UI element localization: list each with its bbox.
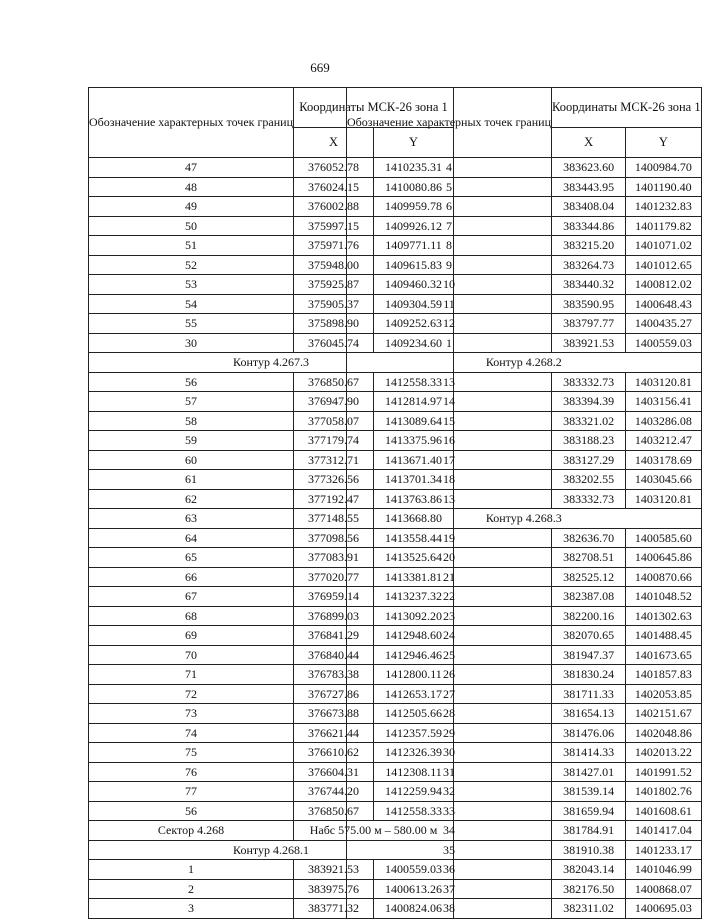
point-id: 6	[347, 197, 552, 217]
table-row	[347, 782, 702, 802]
point-id: 32	[347, 782, 552, 802]
table-row	[347, 177, 702, 197]
coord-x: 383921.53	[294, 860, 374, 880]
coord-y: 1412505.66	[374, 704, 454, 724]
coord-x: 376947.90	[294, 392, 374, 412]
point-id: 73	[89, 704, 294, 724]
coord-x: 375898.90	[294, 314, 374, 334]
sector-label: Сектор 4.268	[89, 821, 294, 841]
table-body-right	[347, 158, 702, 919]
coord-x: 376850.67	[294, 801, 374, 821]
coord-y: 1400559.03	[374, 860, 454, 880]
point-id: 34	[347, 821, 552, 841]
coord-x: 377179.74	[294, 431, 374, 451]
point-id: 69	[89, 626, 294, 646]
point-id: 51	[89, 236, 294, 256]
coord-y: 1412814.97	[374, 392, 454, 412]
table-row	[347, 392, 702, 412]
coord-x: 383344.86	[552, 216, 626, 236]
coord-x: 376727.86	[294, 684, 374, 704]
coord-y: 1412653.17	[374, 684, 454, 704]
coord-x: 383921.53	[552, 333, 626, 353]
coord-y: 1409615.83	[374, 255, 454, 275]
coord-x: 383188.23	[552, 431, 626, 451]
table-row	[347, 626, 702, 646]
coord-y: 1401071.02	[626, 236, 701, 256]
point-id: 7	[347, 216, 552, 236]
coord-y: 1403120.81	[626, 372, 701, 392]
point-id: 13	[347, 489, 552, 509]
point-id: 1	[89, 860, 294, 880]
point-id: 54	[89, 294, 294, 314]
coord-y: 1409460.32	[374, 275, 454, 295]
coord-x: 381830.24	[552, 665, 626, 685]
coord-x: 377098.56	[294, 528, 374, 548]
table-row	[347, 236, 702, 256]
point-id: 2	[89, 879, 294, 899]
coord-x: 381427.01	[552, 762, 626, 782]
coord-y: 1400648.43	[626, 294, 701, 314]
point-id: 1	[347, 333, 552, 353]
coord-y: 1412800.11	[374, 665, 454, 685]
table-row	[347, 470, 702, 490]
coord-y: 1412558.33	[374, 801, 454, 821]
coord-y: 1401190.40	[626, 177, 701, 197]
coord-y: 1401991.52	[626, 762, 701, 782]
point-id: 30	[347, 743, 552, 763]
point-id: 15	[347, 411, 552, 431]
coord-x: 381784.91	[552, 821, 626, 841]
point-id: 21	[347, 567, 552, 587]
table-row	[347, 489, 702, 509]
coord-y: 1403178.69	[626, 450, 701, 470]
coord-y: 1409771.11	[374, 236, 454, 256]
coord-y: 1403045.66	[626, 470, 701, 490]
point-id: 36	[347, 860, 552, 880]
point-id: 53	[89, 275, 294, 295]
table-row	[347, 275, 702, 295]
coord-x: 382070.65	[552, 626, 626, 646]
coord-y: 1401232.83	[626, 197, 701, 217]
coord-x: 382311.02	[552, 899, 626, 919]
point-id: 30	[89, 333, 294, 353]
point-id: 74	[89, 723, 294, 743]
coord-x: 381414.33	[552, 743, 626, 763]
coord-y: 1400435.27	[626, 314, 701, 334]
table-row	[347, 450, 702, 470]
coord-x: 381947.37	[552, 645, 626, 665]
coord-y: 1410235.31	[374, 158, 454, 178]
point-id: 58	[89, 411, 294, 431]
coord-x: 382636.70	[552, 528, 626, 548]
point-id: 4	[347, 158, 552, 178]
coord-y: 1409926.12	[374, 216, 454, 236]
coord-x: 376841.29	[294, 626, 374, 646]
point-id: 20	[347, 548, 552, 568]
coord-y: 1401179.82	[626, 216, 701, 236]
coord-y: 1413525.64	[374, 548, 454, 568]
coord-y: 1401048.52	[626, 587, 701, 607]
point-id: 48	[89, 177, 294, 197]
coord-y: 1413089.64	[374, 411, 454, 431]
coord-y: 1400984.70	[626, 158, 701, 178]
coord-x: 381711.33	[552, 684, 626, 704]
coord-y: 1413237.32	[374, 587, 454, 607]
coord-y: 1413668.80	[374, 509, 454, 529]
table-row	[347, 255, 702, 275]
coord-y: 1403120.81	[626, 489, 701, 509]
point-id: 25	[347, 645, 552, 665]
point-id: 71	[89, 665, 294, 685]
point-id: 38	[347, 899, 552, 919]
coord-y: 1401012.65	[626, 255, 701, 275]
point-id: 56	[89, 801, 294, 821]
coord-x: 381539.14	[552, 782, 626, 802]
coord-x: 375925.87	[294, 275, 374, 295]
point-id: 52	[89, 255, 294, 275]
coord-x: 375948.00	[294, 255, 374, 275]
coord-y: 1401802.76	[626, 782, 701, 802]
coord-y: 1400613.26	[374, 879, 454, 899]
point-id: 24	[347, 626, 552, 646]
table-row	[347, 743, 702, 763]
table-row	[347, 567, 702, 587]
coord-x: 383264.73	[552, 255, 626, 275]
coord-y: 1413671.40	[374, 450, 454, 470]
coord-x: 383623.60	[552, 158, 626, 178]
point-id: 70	[89, 645, 294, 665]
point-id: 56	[89, 372, 294, 392]
point-id: 75	[89, 743, 294, 763]
coord-x: 382525.12	[552, 567, 626, 587]
point-id: 49	[89, 197, 294, 217]
coord-y: 1402048.86	[626, 723, 701, 743]
point-id: 13	[347, 372, 552, 392]
coord-y: 1412259.94	[374, 782, 454, 802]
point-id: 9	[347, 255, 552, 275]
point-id: 47	[89, 158, 294, 178]
point-id: 19	[347, 528, 552, 548]
coord-x: 376673.88	[294, 704, 374, 724]
coord-y: 1402053.85	[626, 684, 701, 704]
point-id: 65	[89, 548, 294, 568]
coord-y: 1400812.02	[626, 275, 701, 295]
coord-y: 1413701.34	[374, 470, 454, 490]
coord-x: 383590.95	[552, 294, 626, 314]
point-id: 37	[347, 879, 552, 899]
header-coordinate-system: Координаты МСК-26 зона 1	[552, 88, 702, 128]
point-id: 66	[89, 567, 294, 587]
coord-x: 376604.31	[294, 762, 374, 782]
point-id: 17	[347, 450, 552, 470]
coord-y: 1409234.60	[374, 333, 454, 353]
coord-x: 377020.77	[294, 567, 374, 587]
point-id: 26	[347, 665, 552, 685]
point-id: 59	[89, 431, 294, 451]
point-id: 23	[347, 606, 552, 626]
coord-x: 383127.29	[552, 450, 626, 470]
coord-x: 376783.38	[294, 665, 374, 685]
point-id: 62	[89, 489, 294, 509]
coord-x: 382043.14	[552, 860, 626, 880]
coord-y: 1409959.78	[374, 197, 454, 217]
coord-x: 383771.32	[294, 899, 374, 919]
coord-y: 1412326.39	[374, 743, 454, 763]
header-x: X	[294, 128, 374, 158]
table-row	[347, 840, 702, 860]
coord-y: 1412308.11	[374, 762, 454, 782]
point-id: 11	[347, 294, 552, 314]
section-row	[347, 509, 702, 529]
coord-y: 1413381.81	[374, 567, 454, 587]
header-y: Y	[626, 128, 701, 158]
table-row	[347, 879, 702, 899]
coord-y: 1412558.33	[374, 372, 454, 392]
coord-x: 383975.76	[294, 879, 374, 899]
point-id: 67	[89, 587, 294, 607]
coord-x: 383797.77	[552, 314, 626, 334]
coord-y: 1400645.86	[626, 548, 701, 568]
table-row	[347, 665, 702, 685]
coord-x: 382387.08	[552, 587, 626, 607]
coord-y: 1413763.86	[374, 489, 454, 509]
coord-y: 1400824.06	[374, 899, 454, 919]
coord-y: 1403286.08	[626, 411, 701, 431]
sector-height-range: Набс 575.00 м – 580.00 м	[294, 821, 454, 841]
point-id: 64	[89, 528, 294, 548]
table-row	[347, 860, 702, 880]
point-id: 57	[89, 392, 294, 412]
coord-y: 1401857.83	[626, 665, 701, 685]
header-x: X	[552, 128, 626, 158]
coord-x: 375905.37	[294, 294, 374, 314]
coord-x: 377058.07	[294, 411, 374, 431]
coord-y: 1402151.67	[626, 704, 701, 724]
point-id: 28	[347, 704, 552, 724]
coord-x: 377326.56	[294, 470, 374, 490]
point-id: 18	[347, 470, 552, 490]
page-number: 669	[310, 60, 330, 75]
coord-y: 1401233.17	[626, 840, 701, 860]
coord-x: 383440.32	[552, 275, 626, 295]
coord-x: 375971.76	[294, 236, 374, 256]
point-id: 60	[89, 450, 294, 470]
point-id: 55	[89, 314, 294, 334]
coord-x: 376024.15	[294, 177, 374, 197]
point-id: 8	[347, 236, 552, 256]
section-heading: Контур 4.268.3	[347, 509, 702, 529]
coord-x: 377083.91	[294, 548, 374, 568]
coord-y: 1412946.46	[374, 645, 454, 665]
coord-x: 376850.67	[294, 372, 374, 392]
coord-x: 383215.20	[552, 236, 626, 256]
coord-y: 1401488.45	[626, 626, 701, 646]
coord-x: 376621.44	[294, 723, 374, 743]
coord-x: 381654.13	[552, 704, 626, 724]
point-id: 77	[89, 782, 294, 802]
coord-y: 1409304.59	[374, 294, 454, 314]
coord-y: 1413558.44	[374, 528, 454, 548]
table-row	[347, 197, 702, 217]
table-row	[347, 704, 702, 724]
coord-y: 1410080.86	[374, 177, 454, 197]
coord-y: 1402013.22	[626, 743, 701, 763]
table-row	[347, 723, 702, 743]
header-point-label: Обозначение характерных точек границ	[89, 88, 294, 158]
table-row	[347, 528, 702, 548]
coord-x: 381910.38	[552, 840, 626, 860]
coord-x: 376840.44	[294, 645, 374, 665]
table-row	[347, 431, 702, 451]
coord-y: 1412357.59	[374, 723, 454, 743]
section-heading: Контур 4.268.1	[89, 840, 454, 860]
coord-x: 377148.55	[294, 509, 374, 529]
coord-y: 1401608.61	[626, 801, 701, 821]
coord-y: 1412948.60	[374, 626, 454, 646]
table-row	[347, 821, 702, 841]
table-row	[347, 684, 702, 704]
coord-x: 383394.39	[552, 392, 626, 412]
coord-x: 383321.02	[552, 411, 626, 431]
coord-x: 381476.06	[552, 723, 626, 743]
point-id: 76	[89, 762, 294, 782]
coord-y: 1400585.60	[626, 528, 701, 548]
point-id: 29	[347, 723, 552, 743]
coord-x: 376052.78	[294, 158, 374, 178]
point-id: 35	[347, 840, 552, 860]
coord-y: 1400868.07	[626, 879, 701, 899]
coord-y: 1400559.03	[626, 333, 701, 353]
coord-y: 1401417.04	[626, 821, 701, 841]
coord-x: 383332.73	[552, 372, 626, 392]
coord-x: 376045.74	[294, 333, 374, 353]
point-id: 31	[347, 762, 552, 782]
header-y: Y	[374, 128, 454, 158]
table-row	[347, 548, 702, 568]
coord-y: 1401302.63	[626, 606, 701, 626]
section-heading: Контур 4.267.3	[89, 353, 454, 373]
point-id: 50	[89, 216, 294, 236]
point-id: 14	[347, 392, 552, 412]
point-id: 27	[347, 684, 552, 704]
coord-x: 377312.71	[294, 450, 374, 470]
coord-y: 1400695.03	[626, 899, 701, 919]
coord-y: 1401046.99	[626, 860, 701, 880]
coord-y: 1413375.96	[374, 431, 454, 451]
table-row	[347, 411, 702, 431]
coord-x: 376002.88	[294, 197, 374, 217]
table-row	[347, 899, 702, 919]
coord-y: 1413092.20	[374, 606, 454, 626]
table-row	[347, 314, 702, 334]
coord-x: 382708.51	[552, 548, 626, 568]
table-row	[347, 762, 702, 782]
section-row	[347, 353, 702, 373]
point-id: 22	[347, 587, 552, 607]
point-id: 12	[347, 314, 552, 334]
point-id: 16	[347, 431, 552, 451]
point-id: 68	[89, 606, 294, 626]
coord-x: 383332.73	[552, 489, 626, 509]
point-id: 5	[347, 177, 552, 197]
coord-x: 383202.55	[552, 470, 626, 490]
coordinates-table-right	[346, 87, 702, 919]
coord-x: 381659.94	[552, 801, 626, 821]
table-row	[347, 294, 702, 314]
coord-x: 376899.03	[294, 606, 374, 626]
table-row	[347, 333, 702, 353]
point-id: 33	[347, 801, 552, 821]
point-id: 72	[89, 684, 294, 704]
coord-x: 382200.16	[552, 606, 626, 626]
coord-x: 383408.04	[552, 197, 626, 217]
table-row	[347, 606, 702, 626]
coord-x: 376610.62	[294, 743, 374, 763]
header-coordinate-system: Координаты МСК-26 зона 1	[294, 88, 454, 128]
coord-y: 1401673.65	[626, 645, 701, 665]
coord-y: 1409252.63	[374, 314, 454, 334]
point-id: 63	[89, 509, 294, 529]
header-point-label: Обозначение характерных точек границ	[347, 88, 552, 158]
coord-x: 382176.50	[552, 879, 626, 899]
table-row	[347, 645, 702, 665]
table-row	[347, 216, 702, 236]
coord-x: 377192.47	[294, 489, 374, 509]
coord-y: 1400870.66	[626, 567, 701, 587]
coord-x: 376959.14	[294, 587, 374, 607]
coord-x: 375997.15	[294, 216, 374, 236]
table-row	[347, 587, 702, 607]
table-row	[347, 801, 702, 821]
point-id: 3	[89, 899, 294, 919]
coord-y: 1403156.41	[626, 392, 701, 412]
section-heading: Контур 4.268.2	[347, 353, 702, 373]
point-id: 10	[347, 275, 552, 295]
coord-x: 383443.95	[552, 177, 626, 197]
coord-y: 1403212.47	[626, 431, 701, 451]
coord-x: 376744.20	[294, 782, 374, 802]
table-row	[347, 372, 702, 392]
table-row	[347, 158, 702, 178]
point-id: 61	[89, 470, 294, 490]
